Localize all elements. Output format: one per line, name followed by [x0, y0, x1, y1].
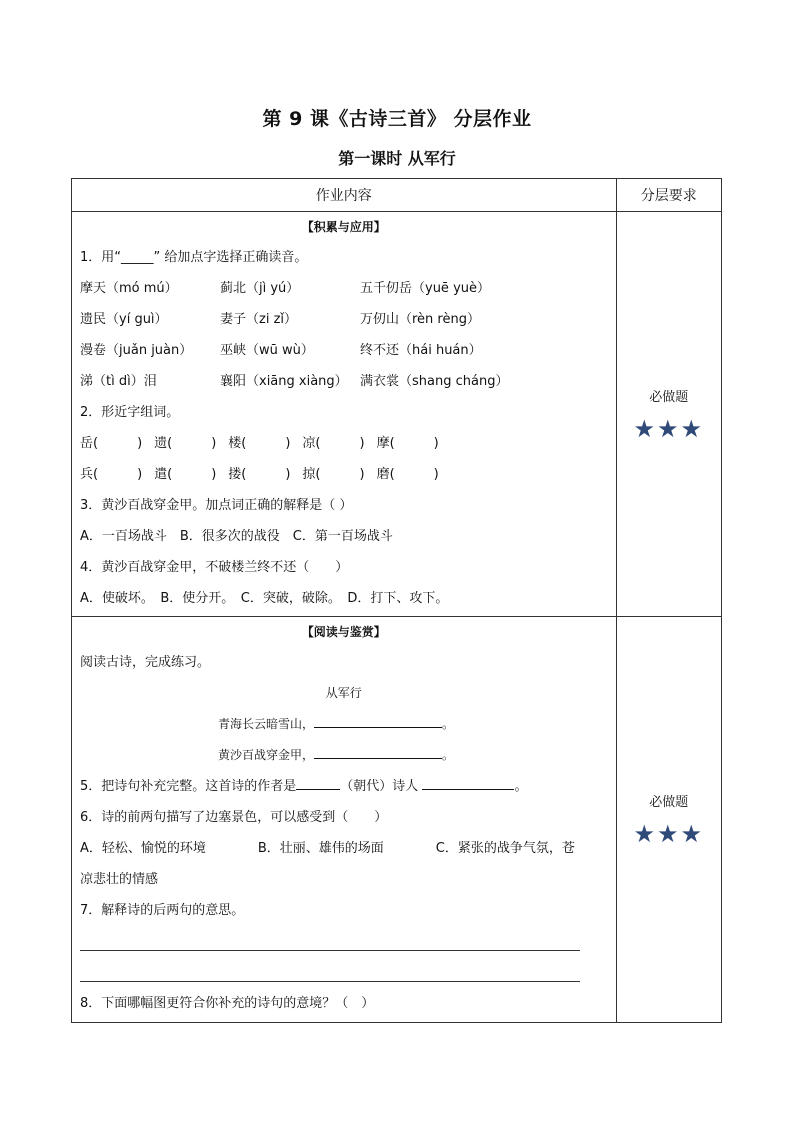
pinyin-item: 万仞山（rèn rèng）: [360, 312, 480, 327]
section-reading: [72, 617, 617, 1023]
pinyin-item: 巫峡（wū wù）: [220, 343, 314, 358]
pinyin-row: [80, 304, 608, 335]
word-row: [80, 459, 608, 490]
pinyin-item: 襄阳（xiāng xiàng）: [220, 374, 348, 389]
question-3-options: A．一百场战斗 B．很多次的战役 C．第一百场战斗: [80, 529, 393, 544]
pinyin-item: 涕（tì dì）泪: [80, 374, 157, 389]
pinyin-item: 妻子（zi zǐ）: [220, 312, 298, 327]
document-subtitle: 第一课时 从军行: [338, 149, 456, 168]
question-6-options: A．轻松、愉悦的环境 B．壮丽、雄伟的场面 C．紧张的战争气氛，苍: [80, 841, 575, 856]
pinyin-item: 漫卷（juǎn juàn）: [80, 343, 193, 358]
section-heading: 【阅读与鉴赏】: [301, 625, 386, 639]
question-6-options-cont: 凉悲壮的情感: [80, 872, 159, 887]
header-content: 作业内容: [72, 179, 617, 212]
question-5: [80, 771, 608, 802]
question-5-end: 。: [514, 779, 528, 794]
difficulty-stars: ★★★: [633, 414, 705, 443]
question-6: 6．诗的前两句描写了边塞景色，可以感受到（ ）: [80, 810, 388, 825]
pinyin-item: 满衣裳（shang cháng）: [360, 374, 509, 389]
pinyin-item: 摩天（mó mú）: [80, 281, 178, 296]
word-row: [80, 428, 608, 459]
level-cell: [616, 212, 722, 617]
word-item: 磨( ): [376, 467, 439, 482]
question-5-text: 5．把诗句补充完整。这首诗的作者是: [80, 779, 297, 794]
question-4-options: A．使破坏。 B．使分开。 C．突破，破除。 D．打下、攻下。: [80, 591, 449, 606]
word-item: 搂( ): [228, 467, 291, 482]
pinyin-row: [80, 273, 608, 304]
pinyin-row: [80, 335, 608, 366]
poem-period: 。: [442, 748, 455, 762]
level-cell: [616, 617, 722, 1023]
question-1: 1．用“_____” 给加点字选择正确读音。: [80, 250, 308, 265]
pinyin-item: 遗民（yí guì）: [80, 312, 168, 327]
poem-line: [80, 709, 608, 740]
word-item: 兵( ): [80, 467, 143, 482]
word-item: 摩( ): [376, 436, 439, 451]
word-item: 掠( ): [302, 467, 365, 482]
question-4: 4．黄沙百战穿金甲，不破楼兰终不还（ ）: [80, 560, 349, 575]
fill-blank[interactable]: [314, 744, 442, 759]
word-item: 岳( ): [80, 436, 143, 451]
word-item: 楼( ): [228, 436, 291, 451]
section-accumulation: [72, 212, 617, 617]
poet-blank[interactable]: [422, 775, 514, 790]
homework-table: [71, 178, 722, 1023]
poem-line: [80, 740, 608, 771]
question-3: 3．黄沙百战穿金甲。加点词正确的解释是（ ）: [80, 498, 353, 513]
poem-period: 。: [442, 717, 455, 731]
fill-blank[interactable]: [314, 713, 442, 728]
question-2: 2．形近字组词。: [80, 405, 180, 420]
word-item: 遗( ): [154, 436, 217, 451]
question-7: 7．解释诗的后两句的意思。: [80, 903, 245, 918]
pinyin-item: 终不还（hái huán）: [360, 343, 482, 358]
pinyin-row: [80, 366, 608, 397]
question-5-text: （朝代）诗人: [340, 779, 419, 794]
dynasty-blank[interactable]: [296, 775, 340, 790]
word-item: 遣( ): [154, 467, 217, 482]
word-item: 凉( ): [302, 436, 365, 451]
reading-intro: 阅读古诗，完成练习。: [80, 655, 211, 670]
header-level: 分层要求: [616, 179, 722, 212]
poem-text: 青海长云暗雪山，: [218, 717, 315, 731]
poem-text: 黄沙百战穿金甲，: [218, 748, 315, 762]
difficulty-stars: ★★★: [633, 820, 705, 848]
poem-title: 从军行: [325, 686, 362, 700]
answer-line[interactable]: [80, 957, 608, 988]
pinyin-item: 五千仞岳（yuē yuè）: [360, 281, 490, 296]
section-heading: 【积累与应用】: [301, 220, 386, 234]
answer-line[interactable]: [80, 926, 608, 957]
requirement-label: 必做题: [649, 389, 689, 405]
document-title: 第 9 课《古诗三首》 分层作业: [262, 108, 532, 130]
pinyin-item: 蓟北（jì yú）: [220, 281, 300, 296]
requirement-label: 必做题: [649, 795, 689, 810]
question-8: 8．下面哪幅图更符合你补充的诗句的意境？（ ）: [80, 996, 375, 1011]
